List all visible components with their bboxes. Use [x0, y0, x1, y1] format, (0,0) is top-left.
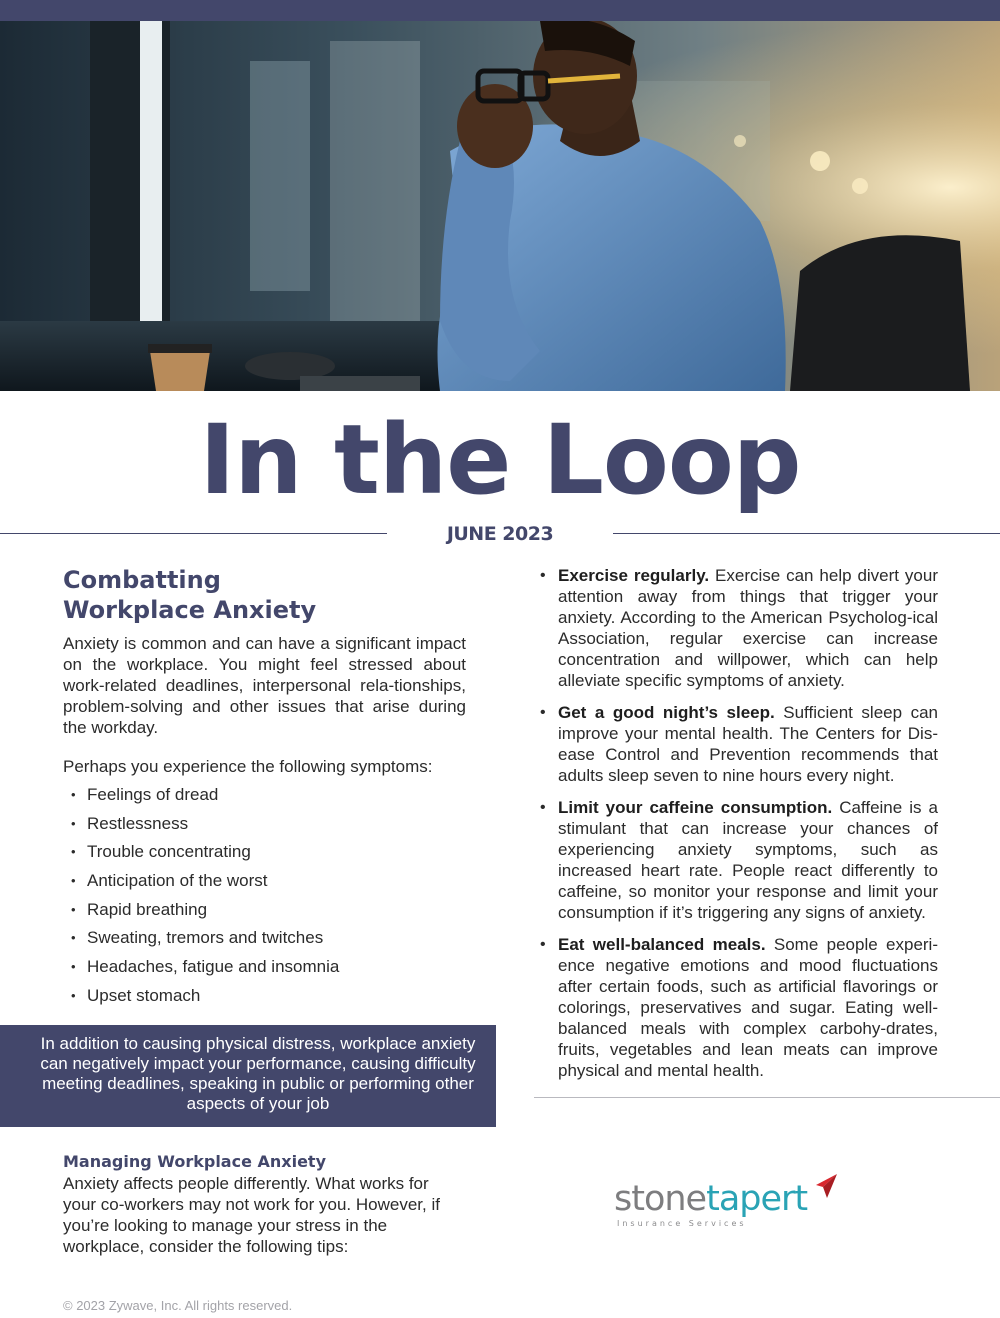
tip-lead: Get a good night’s sleep.: [558, 703, 775, 722]
tip-text: Caffeine is a stimulant that can increase your chances of experiencing anxiety symptoms, such as increased heart rate. People react differently to caffeine, so monitor your response and limit your consumption if it’s triggering any signs of anxiety.: [558, 798, 938, 922]
left-column: [63, 565, 466, 1014]
stressed-man-at-desk-photo: [0, 21, 1000, 391]
red-paper-plane-icon: [810, 1172, 840, 1202]
company-logo: [614, 1172, 844, 1234]
top-accent-bar: [0, 0, 1000, 21]
copyright-notice: © 2023 Zywave, Inc. All rights reserved.: [63, 1298, 293, 1313]
list-item: • Restlessness: [71, 813, 466, 842]
logo-subtitle: Insurance Services: [617, 1219, 747, 1228]
list-item: • Headaches, fatigue and insomnia: [71, 956, 466, 985]
list-item: [540, 702, 938, 786]
right-column: [540, 565, 938, 1092]
symptoms-list: [71, 784, 466, 1014]
tip-lead: Eat well-balanced meals.: [558, 935, 766, 954]
newsletter-title: In the Loop: [199, 404, 801, 516]
list-item: • Anticipation of the worst: [71, 870, 466, 899]
tip-text: Some people experi-ence negative emotions and mood fluctuations after certain foods, such as artificial flavorings or colorings, preservatives and sugar. Eating well-balanced meals with complex carbohy-drates, fruits, vegetables and lean meats can improve physical and mental health.: [558, 935, 938, 1080]
tip-text: Sufficient sleep can improve your mental health. The Centers for Dis-ease Control and Prevention recommends that adults sleep seven to nine hours every night.: [558, 703, 938, 785]
tip-lead: Limit your caffeine consumption.: [558, 798, 833, 817]
logo-stone: stone: [614, 1179, 707, 1219]
tips-list: [540, 565, 938, 1081]
list-item: • Rapid breathing: [71, 899, 466, 928]
list-item: [540, 565, 938, 691]
logo-wordmark: [614, 1180, 807, 1218]
list-item: • Trouble concentrating: [71, 841, 466, 870]
managing-heading: Managing Workplace Anxiety: [63, 1152, 327, 1171]
tip-text: Exercise can help divert your attention away from things that trigger your anxiety. According to the American Psycholog-ical Association, regular exercise can increase concentration and willpower, which can help alleviate specific symptoms of anxiety.: [558, 566, 938, 690]
right-column-divider: [534, 1097, 1000, 1098]
article-title-line1: Combatting: [63, 566, 221, 594]
issue-date: JUNE 2023: [446, 523, 554, 545]
intro-paragraph: Anxiety is common and can have a significant impact on the workplace. You might feel stressed about work-related deadlines, interpersonal rela-tionships, problem-solving and other issues that arise during the workday.: [63, 634, 466, 737]
date-rule-right: [613, 533, 1000, 534]
tip-lead: Exercise regularly.: [558, 566, 710, 585]
date-rule-left: [0, 533, 387, 534]
hero-photo: [0, 21, 1000, 391]
logo-tapert: tapert: [706, 1179, 808, 1219]
list-item: [540, 797, 938, 923]
symptoms-lead: Perhaps you experience the following symptoms:: [63, 757, 433, 776]
callout-box: In addition to causing physical distress, workplace anxiety can negatively impact your performance, causing difficulty meeting deadlines, speaking in public or performing other aspects of your job: [0, 1025, 496, 1127]
list-item: • Upset stomach: [71, 985, 466, 1014]
list-item: • Feelings of dread: [71, 784, 466, 813]
article-title-line2: Workplace Anxiety: [63, 596, 317, 624]
list-item: [540, 934, 938, 1081]
managing-body: Anxiety affects people differently. What works for your co-workers may not work for you. However, if you’re looking to manage your stress in the workplace, consider the following tips:: [63, 1174, 440, 1256]
list-item: • Sweating, tremors and twitches: [71, 927, 466, 956]
article-title: [63, 565, 466, 625]
